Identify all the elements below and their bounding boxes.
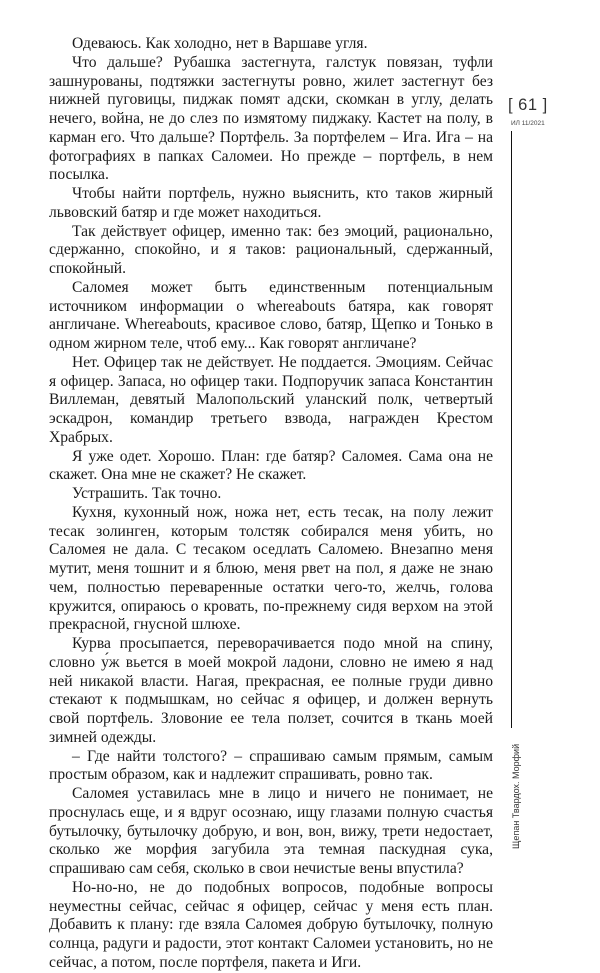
paragraph: Саломея уставилась мне в лицо и ничего не понимает, не проснулась еще, и я вдруг осознаю, ищу глазами полную счастья бутылочку, бутылочку добрую, и вон, вон, вижу, трети недостает, сколько же морфия загубила эта темная паскудная сука, спрашиваю сам себя, сколько в свои нечистые вены впустила?	[49, 785, 493, 877]
paragraph: Одеваюсь. Как холодно, нет в Варшаве угля.	[72, 35, 368, 52]
paragraph: Устрашить. Так точно.	[72, 485, 222, 502]
body-text	[49, 35, 493, 973]
running-title: Щепан Твардох. Морфий	[511, 743, 521, 849]
paragraph: – Где найти толстого? – спрашиваю самым прямым, самым простым образом, как и надлежит спрашивать, ровно так.	[49, 747, 493, 784]
paragraph: Нет. Офицер так не действует. Не поддается. Эмоциям. Сейчас я офицер. Запаса, но офицер таки. Подпоручик запаса Константин Виллеман, девятый Малопольский уланский полк, четвертый эскадрон, командир третьего взвода, награжден Крестом Храбрых.	[49, 353, 493, 446]
paragraph: Что дальше? Рубашка застегнута, галстук повязан, туфли зашнурованы, подтяжки застегнуты ровно, жилет застегнут без нижней пуговицы, пиджак помят адски, скомкан в углу, делать нечего, война, не до слез по измятому пиджаку. Кастет на полу, в карман его. Что дальше? Портфель. За портфелем – Ига. Ига – на фотографиях в папках Саломеи. Но прежде – портфель, в нем посылка.	[49, 53, 493, 184]
paragraph: Я уже одет. Хорошо. План: где батяр? Саломея. Сама она не скажет. Она мне не скажет? Не скажет.	[49, 447, 493, 484]
paragraph: Кухня, кухонный нож, ножа нет, есть тесак, на полу лежит тесак золинген, которым толстяк собирался меня убить, но Саломея не дала. С тесаком оседлать Саломею. Внезапно меня мутит, меня тошнит и я блюю, меня рвет на пол, я даже не знаю чем, полностью переваренные остатки чего-то, желчь, голова кружится, опираюсь о кровать, по-прежнему сидя верхом на этой прекрасной, гнусной шлюхе.	[49, 503, 493, 634]
paragraph: Но-но-но, не до подобных вопросов, подобные вопросы неуместны сейчас, сейчас я офицер, сейчас у меня есть план. Добавить к плану: где взяла Саломея добрую бутылочку, полную солнца, радуги и радости, этот контакт Саломеи установить, но не сейчас, а потом, после портфеля, пакета и Иги.	[49, 878, 493, 971]
issue-label: ИЛ 11/2021	[511, 120, 545, 127]
page-number: [ 61 ]	[508, 96, 548, 114]
paragraph: Саломея может быть единственным потенциальным источником информации о whereabouts батяра, как говорят англичане. Whereabouts, красивое слово, батяр, Щепко и Тонько в одном жирном теле, чтоб ему... Как говорят англичане?	[49, 278, 493, 352]
margin-rule	[511, 131, 512, 728]
paragraph: Так действует офицер, именно так: без эмоций, рационально, сдержанно, спокойно, и я таков: рациональный, сдержанный, спокойный.	[49, 222, 493, 277]
paragraph: Чтобы найти портфель, нужно выяснить, кто таков жирный львовский батяр и где может находиться.	[49, 185, 493, 221]
paragraph: Курва просыпается, переворачивается подо мной на спину, словно у́ж вьется в моей мокрой ладони, словно не имею я над ней никакой власти. Нагая, прекрасная, ее полные груди дивно стекают к подмышкам, но сейчас я офицер, и должен вернуть свой портфель. Зловоние ее тела ползет, сочится в ткань моей зимней одежды.	[49, 635, 493, 746]
